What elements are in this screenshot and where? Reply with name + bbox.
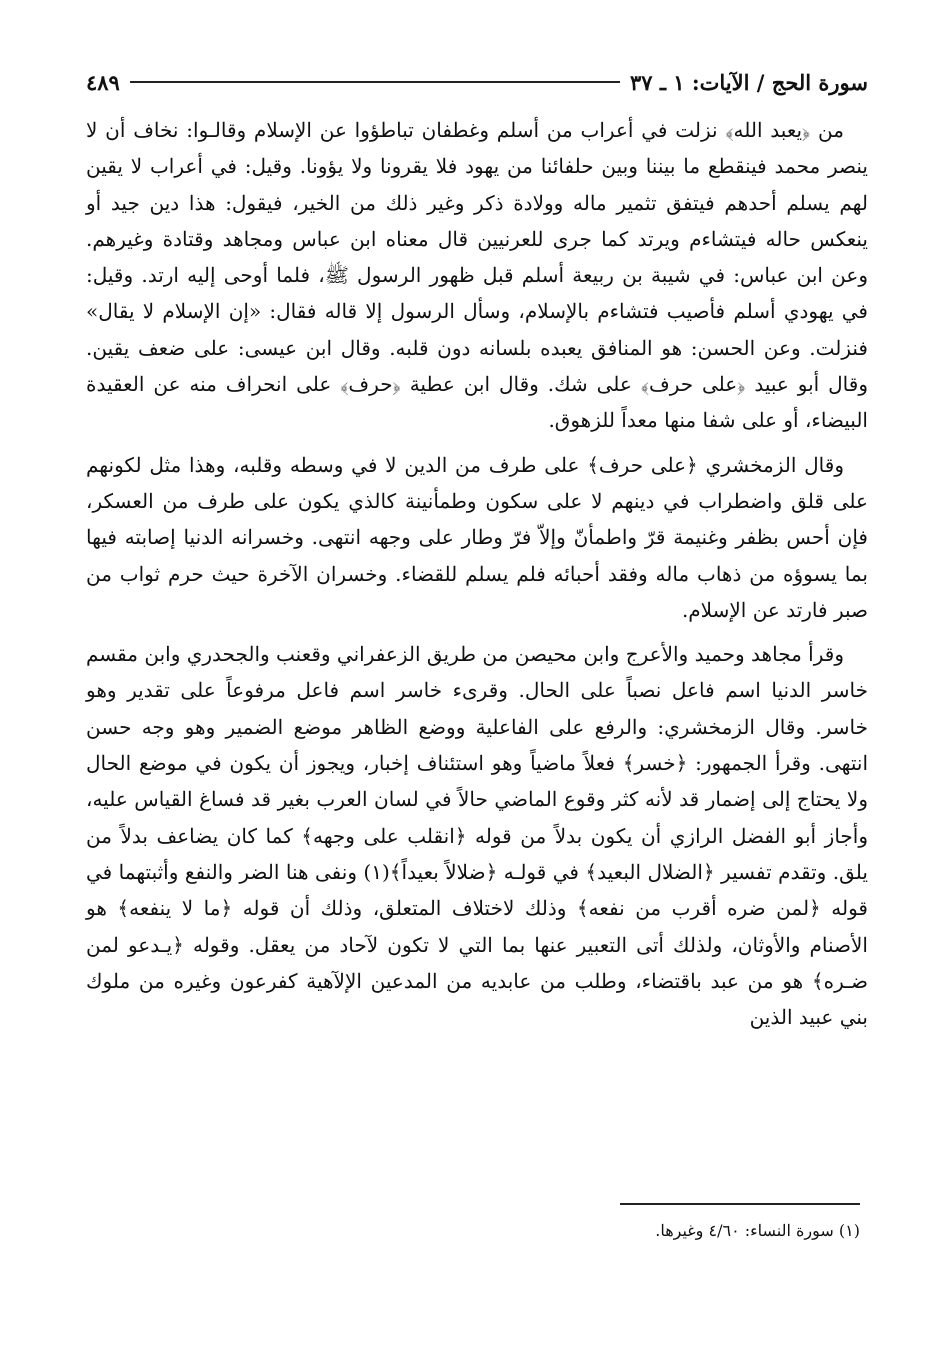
surah-title: سورة الحج / الآيات: ١ ـ ٣٧ (629, 69, 868, 95)
header-rule (130, 81, 620, 83)
page-body (86, 112, 868, 1035)
running-header (86, 62, 868, 102)
paragraph-3: وقرأ مجاهد وحميد والأعرج وابن محيصن من طريق الزعفراني وقعنب والجحدري وابن مقسم خاسر الدنيا اسم فاعل نصباً على الحال. وقرىء خاسر اسم فاعل مرفوعاً على تقدير وهو خاسر. وقال الزمخشري: والرفع على الفاعلية ووضع الظاهر موضع الضمير وهو وجه حسن انتهى. وقرأ الجمهور: ﴿خسر﴾ فعلاً ماضياً وهو استئناف إخبار، ويجوز أن يكون في موضع الحال ولا يحتاج إلى إضمار قد لأنه كثر وقوع الماضي حالاً في لسان العرب بغير قد فساغ القياس عليه، وأجاز أبو الفضل الرازي أن يكون بدلاً من قوله ﴿انقلب على وجهه﴾ كما كان يضاعف بدلاً من يلق. وتقدم تفسير ﴿الضلال البعيد﴾ في قولـه ﴿ضلالاً بعيداً﴾(١) ونفى هنا الضر والنفع وأثبتهما في قوله ﴿لمن ضره أقرب من نفعه﴾ وذلك لاختلاف المتعلق، وذلك أن قوله ﴿ما لا ينفعه﴾ هو الأصنام والأوثان، ولذلك أتى التعبير عنها بما التي لا تكون لآحاد من يعقل. وقوله ﴿يـدعو لمن ضـره﴾ هو من عبد باقتضاء، وطلب من عابديه من المدعين الإلآهية كفرعون وغيره من ملوك بني عبيد الذين (86, 642, 868, 1030)
footnote-rule (620, 1203, 860, 1205)
paragraph-2: وقال الزمخشري ﴿على حرف﴾ على طرف من الدين لا في وسطه وقلبه، وهذا مثل لكونهم على قلق واضطراب في دينهم لا على سكون وطمأنينة كالذي يكون على طرف من العسكر، فإن أحس بظفر وغنيمة قرّ واطمأنّ وإلاّ فرّ وطار على وجهه انتهى. وخسرانه الدنيا إصابته فيها بما يسوؤه من ذهاب ماله وفقد أحبائه فلم يسلم للقضاء. وخسران الآخرة حيث حرم ثواب من صبر فارتد عن الإسلام. (86, 452, 868, 622)
footnote: (١) سورة النساء: ٤/٦٠ وغيرها. (655, 1221, 860, 1240)
paragraph-1: من ﴿يعبد الله﴾ نزلت في أعراب من أسلم وغطفان تباطؤوا عن الإسلام وقالـوا: نخاف أن لا ينصر محمد فينقطع ما بيننا وبين حلفائنا من يهود فلا يقرونا ولا يؤونا. وقيل: في أعراب لا يقين لهم يسلم أحدهم فيتفق تثمير ماله وولادة ذكر وغير ذلك من الخير، فيقول: هذا دين جيد أو ينعكس حاله فيتشاءم ويرتد كما جرى للعرنيين قال معناه ابن عباس ومجاهد وقتادة وغيرهم. وعن ابن عباس: في شيبة بن ربيعة أسلم قبل ظهور الرسول ﷺ، فلما أوحى إليه ارتد. وقيل: في يهودي أسلم فأصيب فتشاءم بالإسلام، وسأل الرسول إلا قاله فقال: «إن الإسلام لا يقال» فنزلت. وعن الحسن: هو المنافق يعبده بلسانه دون قلبه. وقال ابن عيسى: على ضعف يقين. وقال أبو عبيد ﴿على حرف﴾ على شك. وقال ابن عطية ﴿حرف﴾ على انحراف منه عن العقيدة البيضاء، أو على شفا منها معداً للزهوق. (86, 118, 868, 433)
page-number: ٤٨٩ (86, 69, 120, 95)
